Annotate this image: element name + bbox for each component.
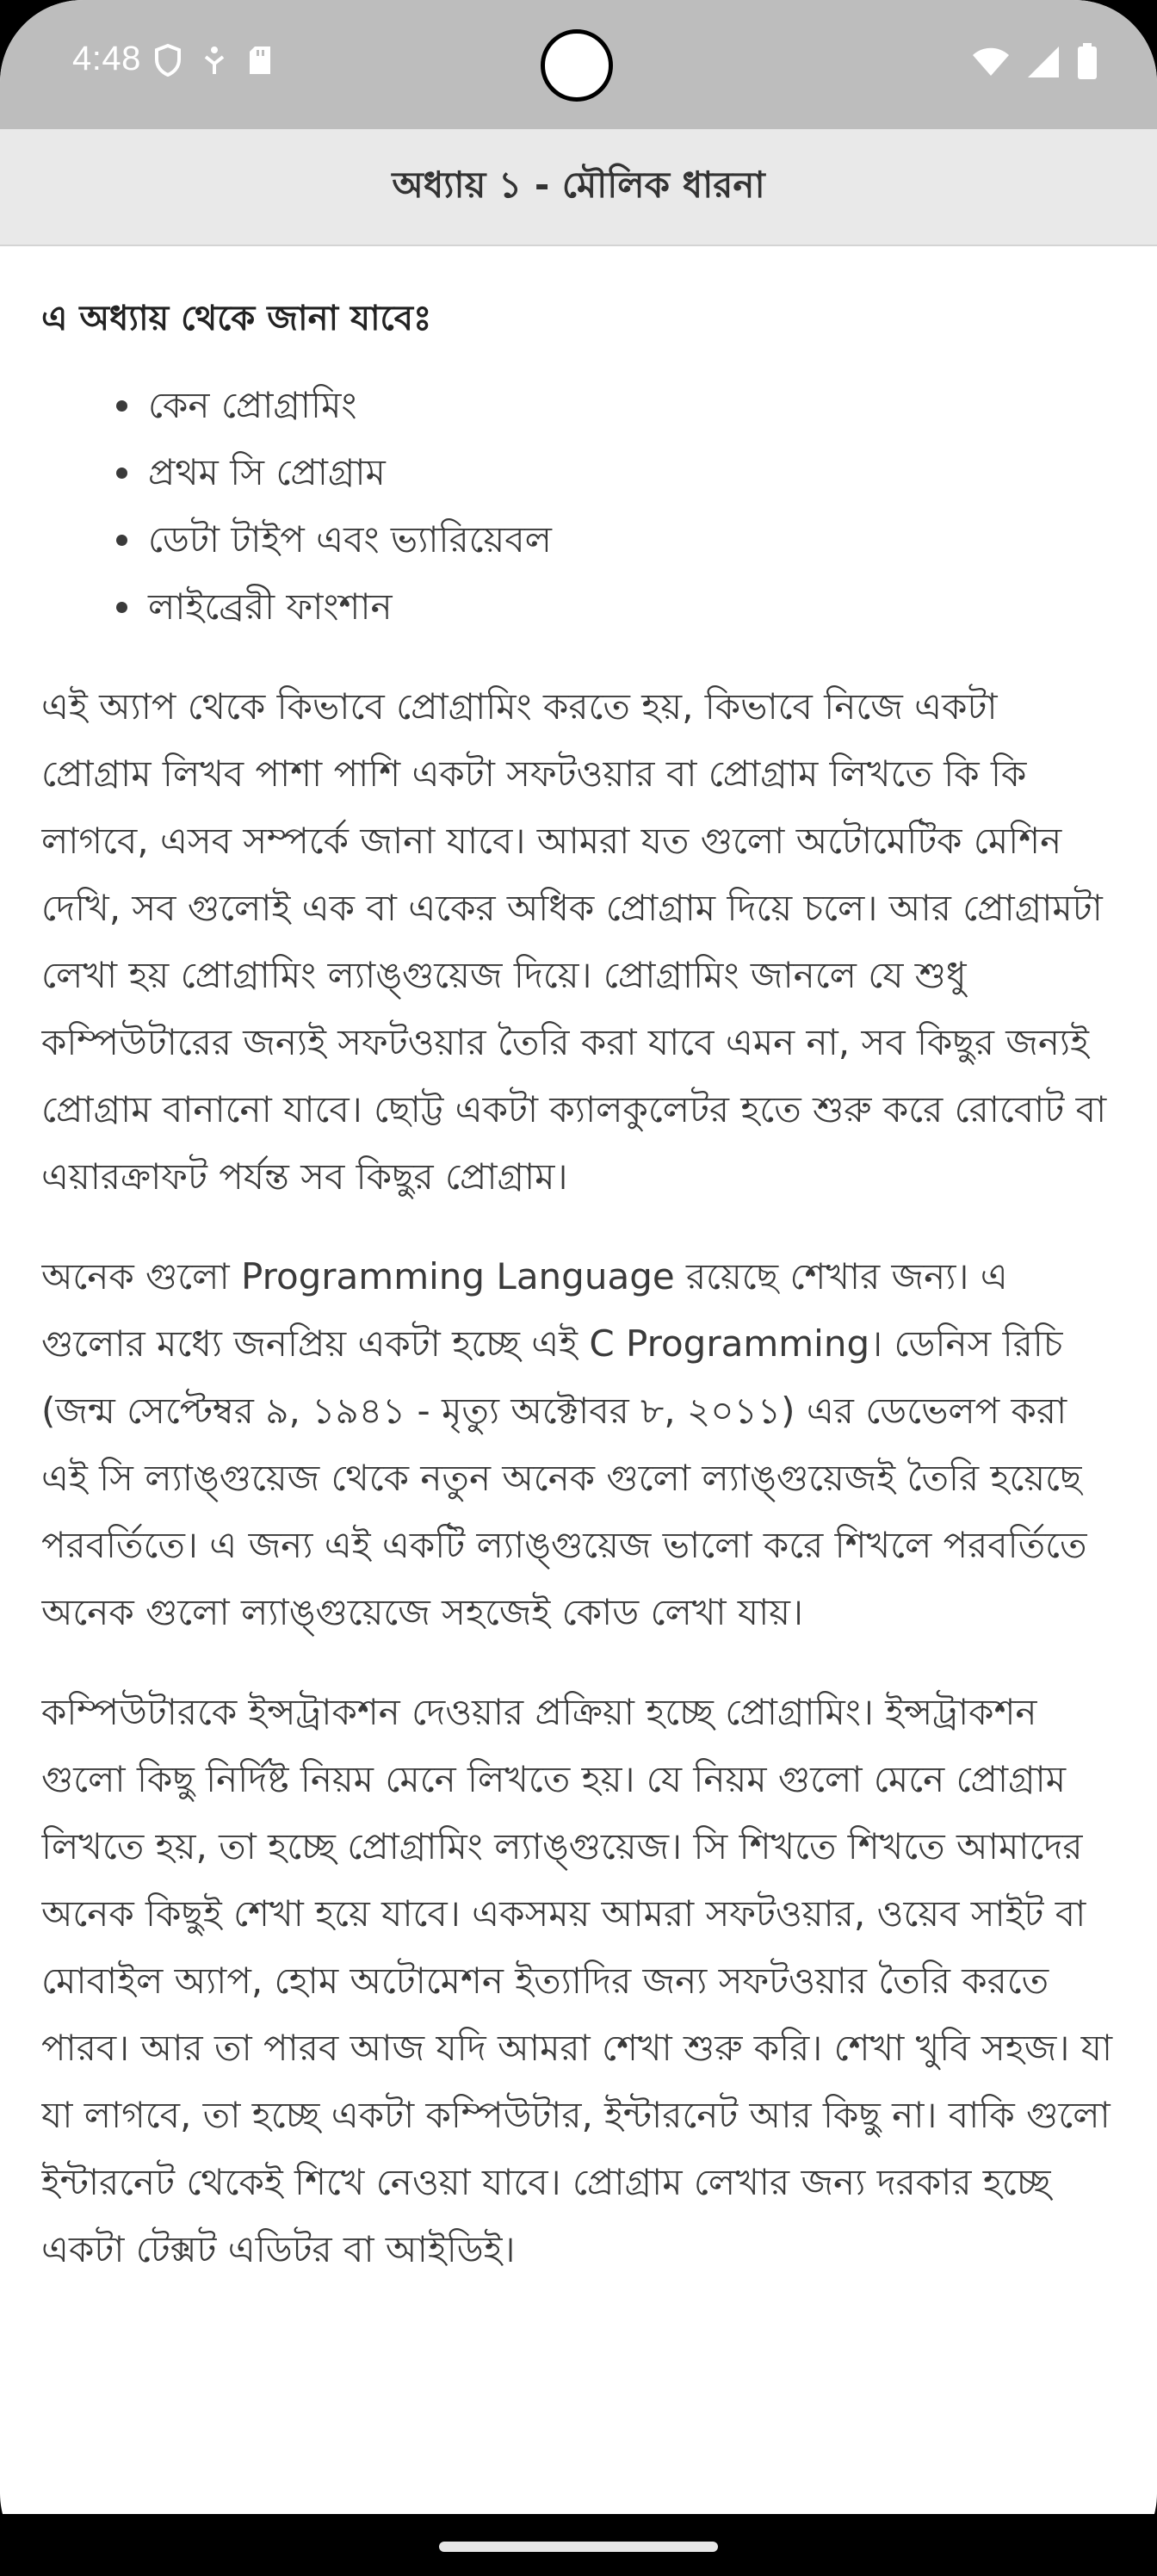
battery-icon bbox=[1076, 43, 1098, 84]
topic-item: • কেন প্রোগ্রামিং bbox=[145, 372, 1117, 439]
chapter-title: অধ্যায় ১ - মৌলিক ধারনা bbox=[392, 163, 765, 206]
status-icons-right bbox=[971, 43, 1098, 84]
paragraph-c-language: অনেক গুলো Programming Language রয়েছে শেখার জন্য। এ গুলোর মধ্যে জনপ্রিয় একটা হচ্ছে এই C Programming। ডেনিস রিচি (জন্ম সেপ্টেম্বর ৯, ১৯৪১ - মৃত্যু অক্টোবর ৮, ২০১১) এর ডেভেলপ করা এই সি ল্যাঙ্গুয়েজ থেকে নতুন অনেক গুলো ল্যাঙ্গুয়েজই তৈরি হয়েছে পরবর্তিতে। এ জন্য এই একটি ল্যাঙ্গুয়েজ ভালো করে শিখলে পরবর্তিতে অনেক গুলো ল্যাঙ্গুয়েজে সহজেই কোড লেখা যায়। bbox=[41, 1255, 1087, 1633]
topic-item: • লাইব্রেরী ফাংশান bbox=[145, 573, 1117, 641]
wifi-icon bbox=[971, 45, 1011, 83]
shield-icon bbox=[153, 43, 183, 81]
topic-item: • ডেটা টাইপ এবং ভ্যারিয়েবল bbox=[145, 506, 1117, 573]
status-time: 4:48 bbox=[72, 40, 141, 77]
paragraph-intro: এই অ্যাপ থেকে কিভাবে প্রোগ্রামিং করতে হয়, কিভাবে নিজে একটা প্রোগ্রাম লিখব পাশা পাশি একটা সফটওয়ার বা প্রোগ্রাম লিখতে কি কি লাগবে, এসব সম্পর্কে জানা যাবে। আমরা যত গুলো অটোমেটিক মেশিন দেখি, সব গুলোই এক বা একের অধিক প্রোগ্রাম দিয়ে চলে। আর প্রোগ্রামটা লেখা হয় প্রোগ্রামিং ল্যাঙ্গুয়েজ দিয়ে। প্রোগ্রামিং জানলে যে শুধু কম্পিউটারের জন্যই সফটওয়ার তৈরি করা যাবে এমন না, সব কিছুর জন্যই প্রোগ্রাম বানানো যাবে। ছোট্ট একটা ক্যালকুলেটর হতে শুরু করে রোবোট বা এয়ারক্রাফট পর্যন্ত সব কিছুর প্রোগ্রাম। bbox=[41, 685, 1107, 1198]
status-icons-left bbox=[153, 43, 274, 81]
camera-cutout bbox=[541, 29, 613, 102]
app-bar bbox=[0, 129, 1157, 246]
status-bar bbox=[0, 0, 1157, 129]
paragraph-programming: কম্পিউটারকে ইন্সট্রাকশন দেওয়ার প্রক্রিয়া হচ্ছে প্রোগ্রামিং। ইন্সট্রাকশন গুলো কিছু নির্দিষ্ট নিয়ম মেনে লিখতে হয়। যে নিয়ম গুলো মেনে প্রোগ্রাম লিখতে হয়, তা হচ্ছে প্রোগ্রামিং ল্যাঙ্গুয়েজ। সি শিখতে শিখতে আমাদের অনেক কিছুই শেখা হয়ে যাবে। একসময় আমরা সফটওয়ার, ওয়েব সাইট বা মোবাইল অ্যাপ, হোম অটোমেশন ইত্যাদির জন্য সফটওয়ার তৈরি করতে পারব। আর তা পারব আজ যদি আমরা শেখা শুরু করি। শেখা খুবি সহজ। যা যা লাগবে, তা হচ্ছে একটা কম্পিউটার, ইন্টারনেট আর কিছু না। বাকি গুলো ইন্টারনেট থেকেই শিখে নেওয়া যাবে। প্রোগ্রাম লেখার জন্য দরকার হচ্ছে একটা টেক্সট এডিটর বা আইডিই। bbox=[41, 1691, 1113, 2270]
topic-item: • প্রথম সি প্রোগ্রাম bbox=[145, 439, 1117, 506]
sd-card-icon bbox=[246, 43, 274, 81]
intro-heading: এ অধ্যায় থেকে জানা যাবেঃ bbox=[41, 299, 432, 338]
chapter-content[interactable] bbox=[41, 246, 1117, 2514]
home-gesture-handle[interactable] bbox=[439, 2542, 718, 2552]
topic-list bbox=[41, 372, 1117, 641]
accessibility-icon bbox=[201, 43, 227, 81]
signal-icon bbox=[1026, 45, 1061, 83]
